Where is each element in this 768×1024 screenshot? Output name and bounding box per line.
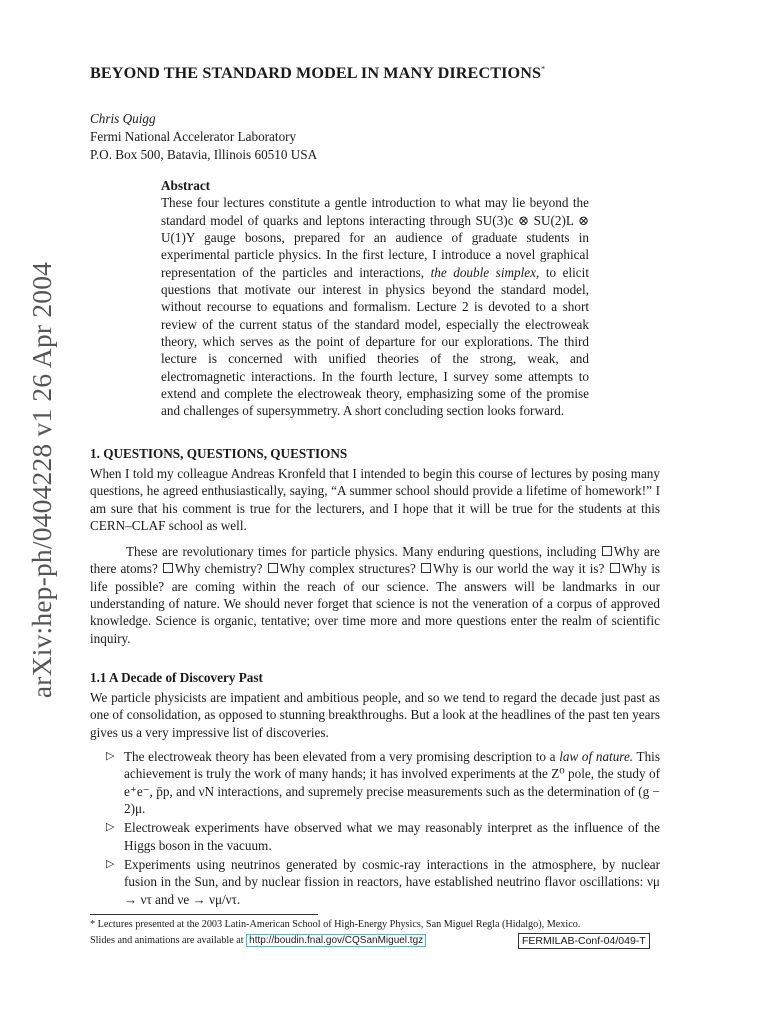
section-1-paragraph-1: When I told my colleague Andreas Kronfeld that I intended to begin this course of lectures by posing many questions, he agreed enthusiastically, saying, “A summer school should provide a lifetime of homework!” I am sure that his comment is true for the lecturers, and I hope that it will be true for the students at this CERN–CLAF school as well. — [90, 466, 660, 534]
author-block — [90, 110, 660, 164]
author-address: P.O. Box 500, Batavia, Illinois 60510 USA — [90, 147, 318, 162]
checkbox-icon — [421, 563, 431, 573]
abstract — [161, 177, 589, 420]
checkbox-icon — [163, 563, 173, 573]
slides-link[interactable]: http://boudin.fnal.gov/CQSanMiguel.tgz — [246, 934, 426, 947]
abstract-body: These four lectures constitute a gentle introduction to what may lie beyond the standard model of quarks and leptons interacting through SU(3)c ⊗ SU(2)L ⊗ U(1)Y gauge bosons, prepared for an audience of graduate students in experimental particle physics. In the first lecture, I introduce a novel graphical representation of the particles and interactions, the double simplex, to elicit questions that motivate our interest in physics beyond the standard model, without recourse to equations and formalism. Lecture 2 is devoted to a short review of the current status of the standard model, especially the electroweak theory, which serves as the point of departure for our explorations. The third lecture is concerned with unified theories of the strong, weak, and electromagnetic interactions. In the fourth lecture, I survey some attempts to extend and complete the electroweak theory, emphasizing some of the promise and challenges of supersymmetry. A short concluding section looks forward. — [161, 195, 589, 419]
report-number-box: FERMILAB-Conf-04/049-T — [518, 933, 650, 949]
arxiv-sidebar — [26, 261, 58, 699]
triangle-bullet-icon: ▷ — [106, 858, 115, 871]
title-footnote-mark: * — [541, 64, 546, 74]
footnote-rule — [90, 914, 318, 915]
checkbox-icon — [602, 546, 612, 556]
paper-title — [90, 64, 660, 83]
checkbox-icon — [610, 563, 620, 573]
section-1-1-heading: 1.1 A Decade of Discovery Past — [90, 670, 263, 685]
footnote-line-2: Slides and animations are available at http://boudin.fnal.gov/CQSanMiguel.tgz — [90, 935, 670, 946]
title-text: BEYOND THE STANDARD MODEL IN MANY DIRECTIONS — [90, 64, 542, 82]
arxiv-identifier: arXiv:hep-ph/0404228 v1 26 Apr 2004 — [26, 261, 57, 699]
triangle-bullet-icon: ▷ — [106, 750, 115, 762]
checkbox-icon — [268, 563, 278, 573]
abstract-heading: Abstract — [161, 178, 211, 193]
triangle-bullet-icon: ▷ — [106, 821, 115, 834]
footnote-line-1: * Lectures presented at the 2003 Latin-American School of High-Energy Physics, San Miguel Regla (Hidalgo), Mexico. — [90, 919, 581, 930]
section-1-paragraph-2: These are revolutionary times for particle physics. Many enduring questions, including Why are there atoms? Why chemistry? Why complex structures? Why is our world the way it is? Why is life possible? are coming within the reach of our science. The answers will be landmarks in our understanding of nature. We should never forget that science is not the veneration of a corpus of approved knowledge. Science is organic, tentative; over time more and more questions enter the realm of scientific inquiry. — [90, 544, 661, 646]
list-item: ▷ Electroweak experiments have observed what we may reasonably interpret as the influence of the Higgs boson in the vacuum. — [106, 820, 660, 853]
list-item: ▷ Experiments using neutrinos generated by cosmic-ray interactions in the atmosphere, by nuclear fusion in the Sun, and by nuclear fission in reactors, have established neutrino flavor oscillations: νμ → ντ and νe → νμ/ντ. — [106, 857, 660, 907]
double-simplex-emphasis: the double simplex, — [430, 264, 540, 280]
discovery-list — [106, 748, 660, 910]
section-1-heading: 1. QUESTIONS, QUESTIONS, QUESTIONS — [90, 446, 348, 461]
author-name: Chris Quigg — [90, 111, 156, 126]
list-item: ▷ The electroweak theory has been elevated from a very promising description to a law of nature. This achievement is truly the work of many hands; it has involved experiments at the Z⁰ pole, the study of e⁺e⁻, p̄p, and νN interactions, and supremely precise measurements such as the determination of (g − 2)μ. — [106, 749, 660, 817]
author-affiliation: Fermi National Accelerator Laboratory — [90, 129, 297, 144]
section-1-1-paragraph: We particle physicists are impatient and ambitious people, and so we tend to regard the decade just past as one of consolidation, as opposed to stunning breakthroughs. But a look at the headlines of the past ten years gives us a very impressive list of discoveries. — [90, 690, 660, 740]
